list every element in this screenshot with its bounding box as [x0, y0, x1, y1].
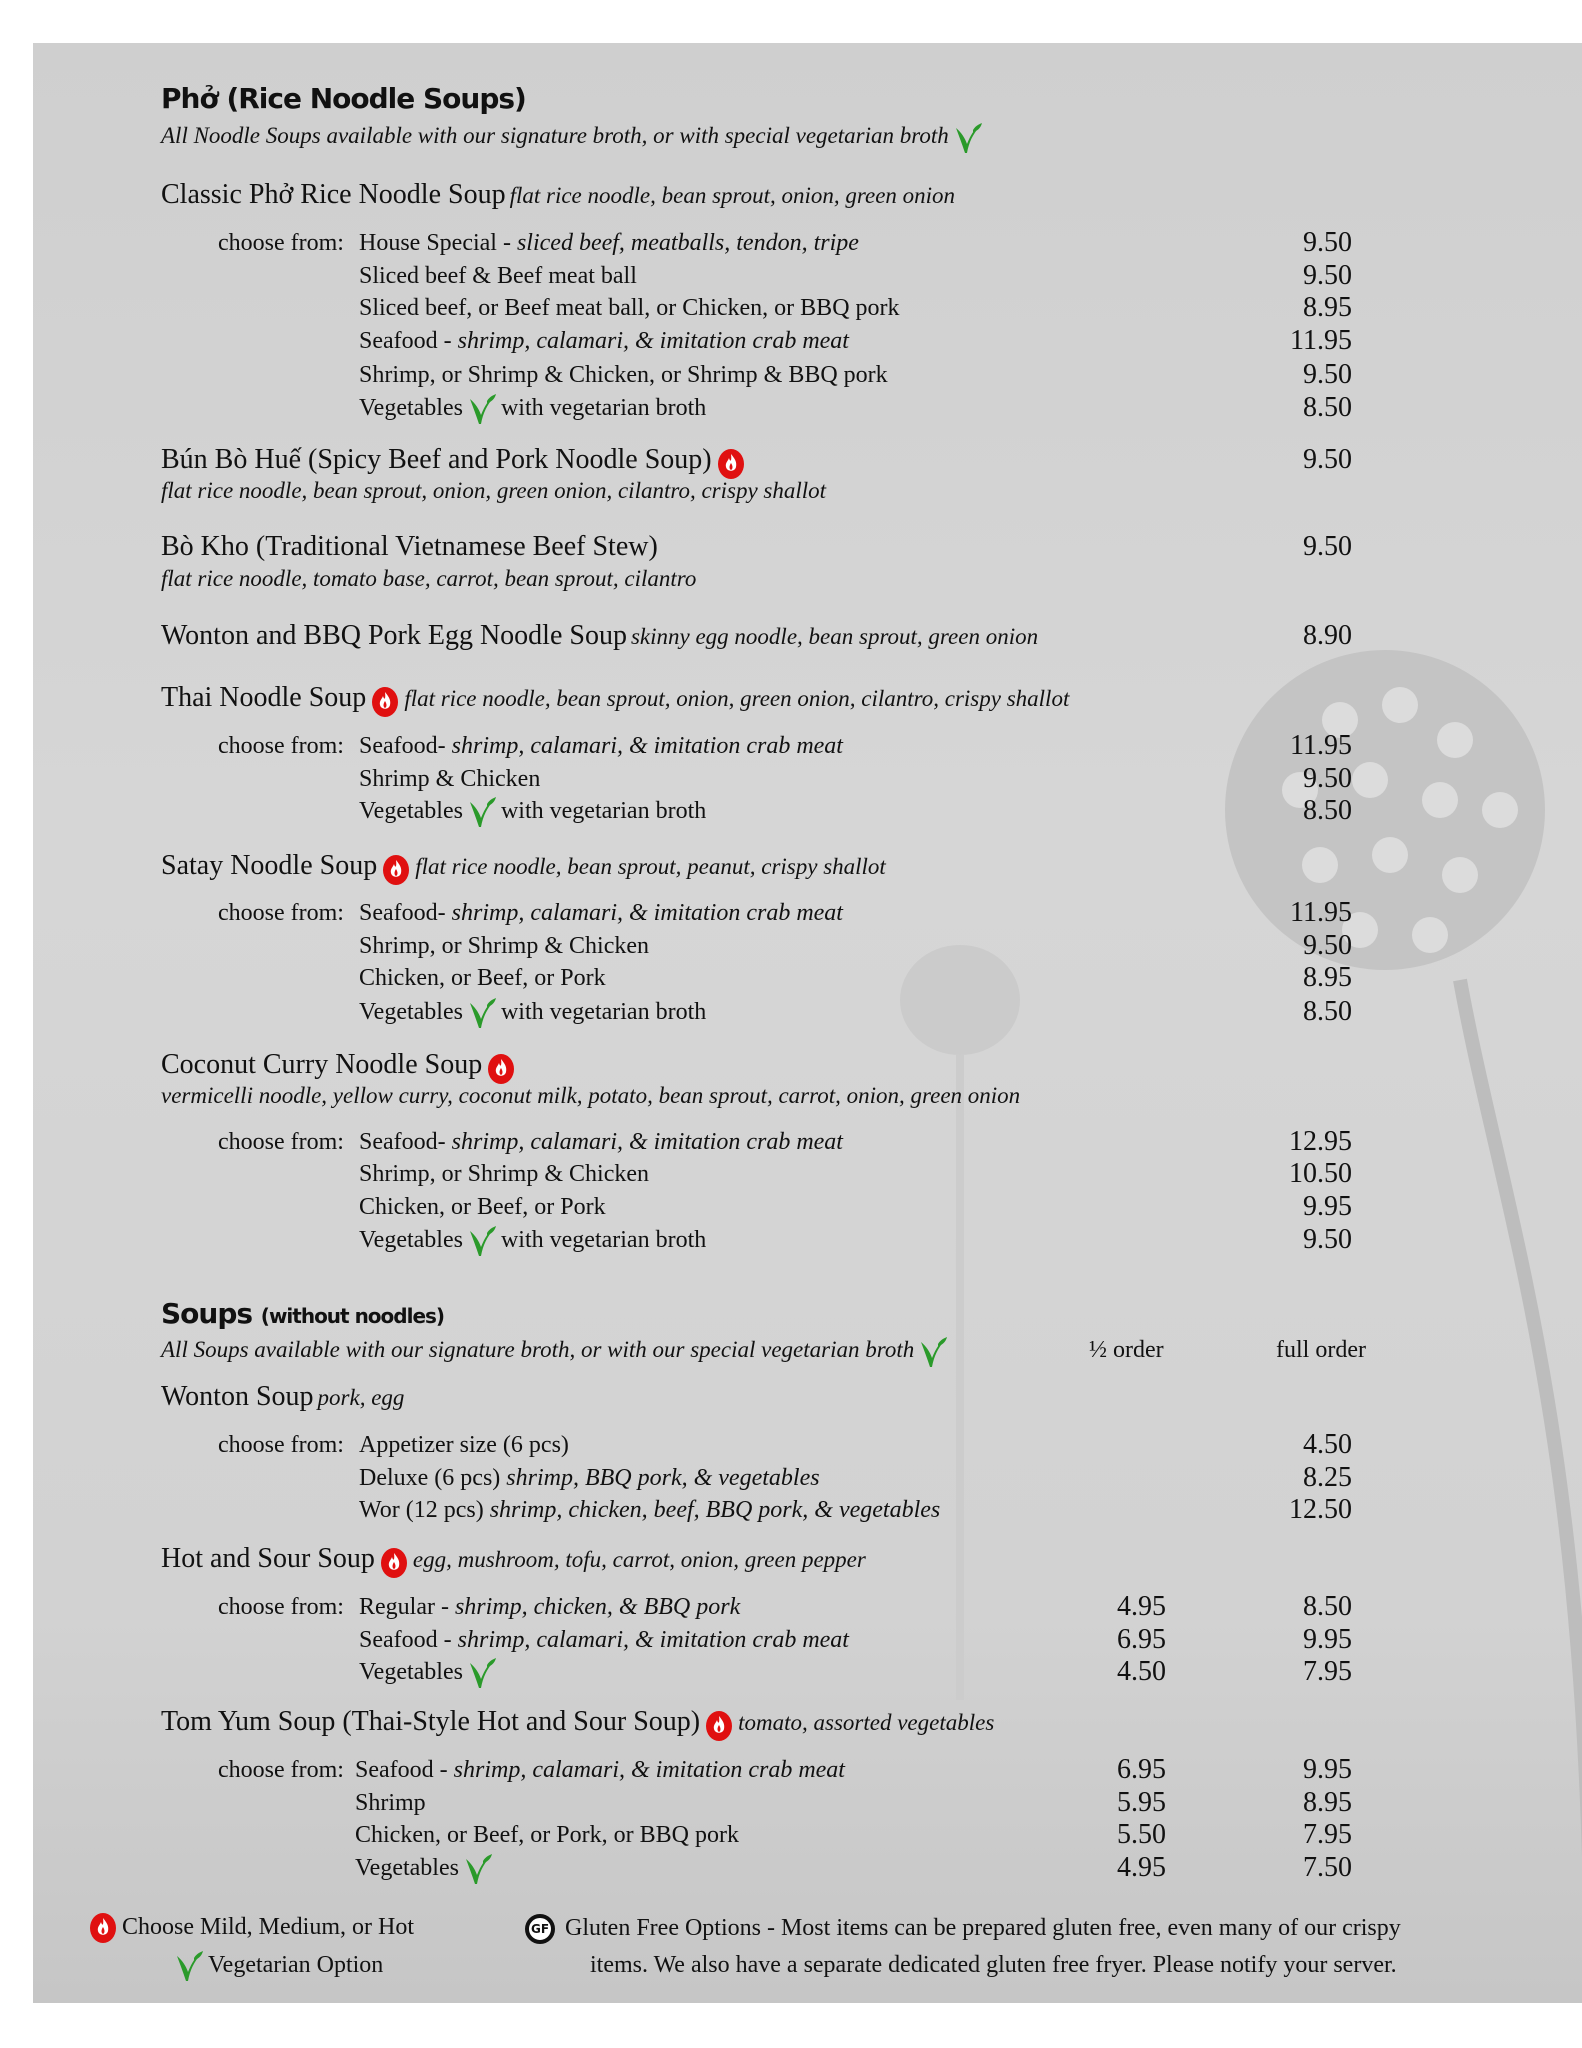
gf-circle-icon: GF [525, 1914, 555, 1944]
vegetarian-icon [467, 796, 497, 828]
option: Seafood - shrimp, calamari, & imitation crab meat [359, 1627, 849, 1653]
column-header-full-order: full order [1276, 1337, 1366, 1363]
menu-item-coconut-curry: Coconut Curry Noodle Soup [161, 1050, 520, 1080]
fire-icon [379, 1547, 409, 1579]
vegetarian-icon [467, 393, 497, 425]
fire-icon [370, 686, 400, 718]
menu-item-wonton-soup: Wonton Soup pork, egg [161, 1381, 405, 1412]
choose-from-label: choose from: [218, 1594, 344, 1620]
section-title-pho: Phở (Rice Noodle Soups) [161, 82, 526, 115]
option: Shrimp & Chicken [359, 766, 541, 792]
price: 7.95 [1303, 1656, 1352, 1687]
option: Seafood - shrimp, calamari, & imitation crab meat [355, 1757, 845, 1783]
half-price: 5.50 [1117, 1819, 1166, 1850]
choose-from-label: choose from: [218, 230, 344, 256]
vegetarian-icon [174, 1950, 204, 1982]
price: 9.95 [1303, 1624, 1352, 1655]
price: 7.50 [1303, 1852, 1352, 1883]
half-price: 6.95 [1117, 1754, 1166, 1785]
vegetarian-icon [953, 122, 983, 154]
price: 10.50 [1289, 1158, 1352, 1189]
price: 8.95 [1303, 292, 1352, 323]
half-price: 4.95 [1117, 1591, 1166, 1622]
price: 8.95 [1303, 962, 1352, 993]
half-price: 4.95 [1117, 1852, 1166, 1883]
price: 9.50 [1303, 763, 1352, 794]
option: Appetizer size (6 pcs) [359, 1432, 569, 1458]
option: Shrimp, or Shrimp & Chicken [359, 933, 649, 959]
lotus-pod-decoration [900, 600, 1582, 1900]
price: 9.50 [1303, 444, 1352, 475]
legend-gluten-free-line2: items. We also have a separate dedicated gluten free fryer. Please notify your server. [590, 1952, 1397, 1978]
item-description: vermicelli noodle, yellow curry, coconut milk, potato, bean sprout, carrot, onion, green onion [161, 1083, 1021, 1108]
option: Seafood- shrimp, calamari, & imitation crab meat [359, 900, 843, 926]
option: Vegetables with vegetarian broth [359, 1225, 706, 1255]
vegetarian-icon [467, 1657, 497, 1689]
option: Chicken, or Beef, or Pork [359, 1194, 606, 1220]
option: Vegetables with vegetarian broth [359, 796, 706, 826]
price: 9.95 [1303, 1754, 1352, 1785]
option: Seafood- shrimp, calamari, & imitation crab meat [359, 1129, 843, 1155]
option: Shrimp [355, 1790, 426, 1816]
menu-item-hot-sour-soup: Hot and Sour Soup egg, mushroom, tofu, carrot, onion, green pepper [161, 1544, 866, 1574]
item-description: flat rice noodle, tomato base, carrot, bean sprout, cilantro [161, 566, 697, 591]
option: Seafood- shrimp, calamari, & imitation crab meat [359, 733, 843, 759]
price: 9.50 [1303, 227, 1352, 258]
vegetarian-icon [918, 1336, 948, 1368]
vegetarian-icon [467, 997, 497, 1029]
price: 7.95 [1303, 1819, 1352, 1850]
legend-gluten-free: GF Gluten Free Options - Most items can be prepared gluten free, even many of our crispy [525, 1913, 1401, 1944]
option: Regular - shrimp, chicken, & BBQ pork [359, 1594, 741, 1620]
fire-icon [381, 854, 411, 886]
menu-item-tom-yum-soup: Tom Yum Soup (Thai-Style Hot and Sour Soup) tomato, assorted vegetables [161, 1707, 994, 1737]
price: 8.50 [1303, 795, 1352, 826]
option: Sliced beef & Beef meat ball [359, 263, 637, 289]
option: Vegetables [359, 1657, 501, 1687]
price: 11.95 [1290, 325, 1352, 356]
price: 12.95 [1289, 1126, 1352, 1157]
option: Seafood - shrimp, calamari, & imitation crab meat [359, 328, 849, 354]
option: Vegetables with vegetarian broth [359, 997, 706, 1027]
menu-item-wonton-bbq: Wonton and BBQ Pork Egg Noodle Soup skinny egg noodle, bean sprout, green onion [161, 620, 1039, 651]
choose-from-label: choose from: [218, 1129, 344, 1155]
menu-item-satay-noodle: Satay Noodle Soup flat rice noodle, bean sprout, peanut, crispy shallot [161, 851, 886, 881]
menu-item-classic-pho: Classic Phở Rice Noodle Soup flat rice noodle, bean sprout, onion, green onion [161, 179, 956, 210]
half-price: 5.95 [1117, 1787, 1166, 1818]
price: 11.95 [1290, 897, 1352, 928]
vegetarian-icon [463, 1853, 493, 1885]
price: 4.50 [1303, 1429, 1352, 1460]
price: 8.25 [1303, 1462, 1352, 1493]
option: Vegetables [355, 1853, 497, 1883]
item-description: flat rice noodle, bean sprout, onion, green onion, cilantro, crispy shallot [161, 478, 827, 503]
option: Sliced beef, or Beef meat ball, or Chicken, or BBQ pork [359, 295, 900, 321]
price: 8.90 [1303, 620, 1352, 651]
choose-from-label: choose from: [218, 1432, 344, 1458]
choose-from-label: choose from: [218, 900, 344, 926]
price: 9.50 [1303, 260, 1352, 291]
price: 8.50 [1303, 996, 1352, 1027]
price: 9.50 [1303, 531, 1352, 562]
price: 9.95 [1303, 1191, 1352, 1222]
section-title-soups: Soups (without noodles) [161, 1297, 445, 1330]
column-header-half-order: ½ order [1089, 1337, 1164, 1363]
price: 11.95 [1290, 730, 1352, 761]
section-note: All Soups available with our signature broth, or with our special vegetarian broth [161, 1335, 952, 1365]
price: 8.95 [1303, 1787, 1352, 1818]
half-price: 6.95 [1117, 1624, 1166, 1655]
option: Wor (12 pcs) shrimp, chicken, beef, BBQ pork, & vegetables [359, 1497, 941, 1523]
menu-item-bo-kho: Bò Kho (Traditional Vietnamese Beef Stew) [161, 531, 658, 562]
half-price: 4.50 [1117, 1656, 1166, 1687]
option: Shrimp, or Shrimp & Chicken, or Shrimp & BBQ pork [359, 362, 888, 388]
section-note: All Noodle Soups available with our signature broth, or with special vegetarian broth [161, 121, 987, 151]
fire-icon [704, 1710, 734, 1742]
menu-item-thai-noodle: Thai Noodle Soup flat rice noodle, bean sprout, onion, green onion, cilantro, crispy shallot [161, 683, 1069, 713]
price: 9.50 [1303, 359, 1352, 390]
option: Shrimp, or Shrimp & Chicken [359, 1161, 649, 1187]
vegetarian-icon [467, 1225, 497, 1257]
fire-icon [88, 1912, 118, 1944]
menu-item-bun-bo-hue: Bún Bò Huế (Spicy Beef and Pork Noodle Soup) [161, 445, 750, 475]
option: Chicken, or Beef, or Pork, or BBQ pork [355, 1822, 739, 1848]
price: 8.50 [1303, 1591, 1352, 1622]
price: 9.50 [1303, 930, 1352, 961]
option: Chicken, or Beef, or Pork [359, 965, 606, 991]
option: House Special - sliced beef, meatballs, tendon, tripe [359, 230, 859, 256]
option: Deluxe (6 pcs) shrimp, BBQ pork, & vegetables [359, 1465, 820, 1491]
choose-from-label: choose from: [218, 1757, 344, 1783]
price: 12.50 [1289, 1494, 1352, 1525]
legend-vegetarian: Vegetarian Option [170, 1950, 383, 1982]
choose-from-label: choose from: [218, 733, 344, 759]
option: Vegetables with vegetarian broth [359, 393, 706, 423]
price: 9.50 [1303, 1224, 1352, 1255]
price: 8.50 [1303, 392, 1352, 423]
legend-spicy: Choose Mild, Medium, or Hot [88, 1912, 414, 1944]
